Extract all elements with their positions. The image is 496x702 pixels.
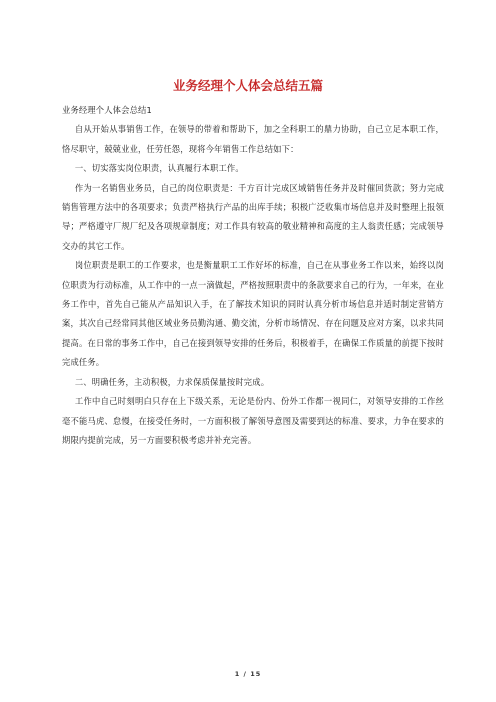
page-number: 1 / 15 bbox=[234, 670, 262, 678]
section-subtitle: 业务经理个人体会总结1 bbox=[62, 105, 152, 115]
heading-one: 一、切实落实岗位职责，认真履行本职工作。 bbox=[74, 163, 244, 174]
document-title: 业务经理个人体会总结五篇 bbox=[172, 78, 323, 93]
paragraph-intro: 自从开始从事销售工作，在领导的带着和帮助下，加之全科职工的鼎力协助，自己立足本职工作，恪尽职守，兢兢业业，任劳任怨，现将今年销售工作总结如下： bbox=[62, 124, 444, 154]
heading-two: 二、明确任务，主动积极，力求保质保量按时完成。 bbox=[74, 376, 270, 387]
document-body bbox=[62, 101, 444, 450]
paragraph-duties: 作为一名销售业务员，自己的岗位职责是：千方百计完成区域销售任务并及时催回货款；努力完成销售管理方法中的各项要求；负责严格执行产品的出库手续；积极广泛收集市场信息并及时整理上报领导；严格遵守厂规厂纪及各项规章制度；对工作具有较高的敬业精神和高度的主人翁责任感；完成领导交办的其它工作。 bbox=[62, 182, 444, 251]
paragraph-standards: 岗位职责是职工的工作要求，也是衡量职工工作好坏的标准，自己在从事业务工作以来，始终以岗位职责为行动标准，从工作中的一点一滴做起，严格按照职责中的条款要求自己的行为，一年来，在业务工作中，首先自己能从产品知识入手，在了解技术知识的同时认真分析市场信息并适时制定营销方案，其次自己经常同其他区域业务员勤沟通、勤交流，分析市场情况、存在问题及应对方案，以求共同提高。在日常的事务工作中，自己在接到领导安排的任务后，积极着手，在确保工作质量的前提下按时完成任务。 bbox=[62, 260, 444, 368]
paragraph-tasks: 工作中自己时刻明白只存在上下级关系，无论是份内、份外工作都一视同仁，对领导安排的工作丝毫不能马虎、怠慢，在接受任务时，一方面积极了解领导意图及需要到达的标准、要求，力争在要求的期限内提前完成，另一方面要积极考虑并补充完善。 bbox=[62, 396, 444, 445]
